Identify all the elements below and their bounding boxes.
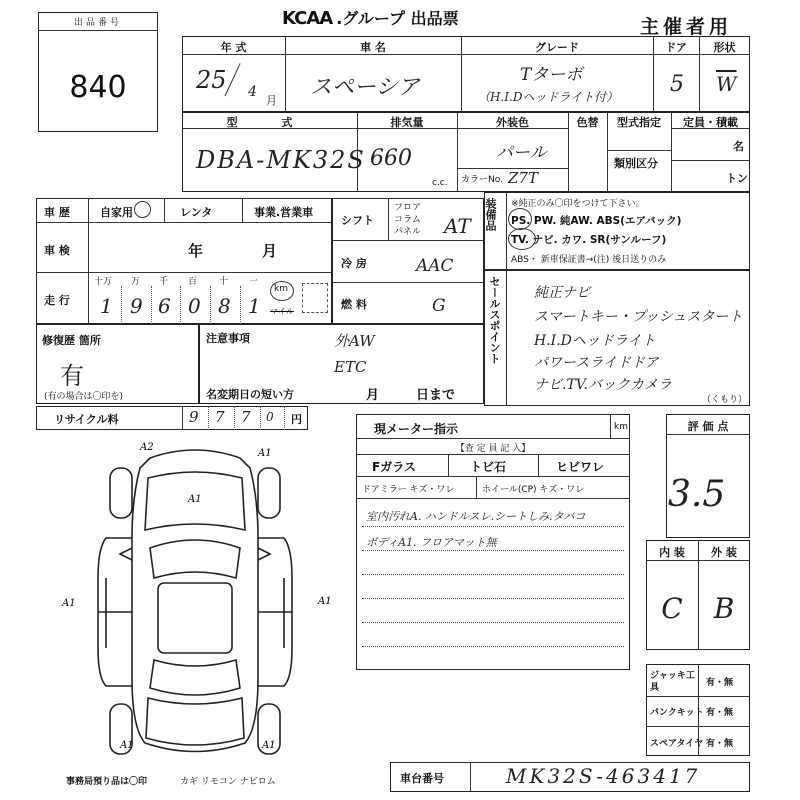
inspection-year-unit: 年	[188, 242, 204, 260]
color-no-label: カラーNo.	[461, 175, 503, 185]
displacement-label: 排気量	[390, 116, 424, 129]
office-note: 事務局預り品は〇印	[66, 777, 148, 787]
car-name-value: スペーシア	[310, 75, 420, 100]
header-title-area	[282, 6, 459, 29]
history-label: 車 歴	[44, 206, 70, 219]
sales-point-item: スマートキー・プッシュスタート	[534, 309, 743, 325]
rating-label: 評 価 点	[687, 420, 729, 433]
ac-value: AAC	[416, 256, 454, 276]
accessory-value: 有・無	[706, 708, 734, 718]
ps-circle	[508, 208, 532, 230]
rating-value: 3.5	[668, 474, 726, 515]
fuel-label: 燃 料	[341, 298, 367, 311]
shift-option-column: コラム	[394, 215, 421, 225]
persons-unit: 名	[733, 140, 744, 153]
damage-mark: A1	[258, 448, 272, 459]
sales-points-label: セールスポイント	[488, 276, 501, 364]
inspector-label: 【査 定 員 記 入】	[455, 444, 531, 454]
caution-item: 外AW	[334, 332, 375, 350]
damage-mark: A1	[318, 596, 332, 607]
damage-mark: A1	[120, 740, 134, 751]
shift-value: AT	[444, 214, 471, 238]
mileage-digit: 6	[158, 294, 171, 318]
digit-label: 百	[188, 277, 198, 287]
office-items: カギ リモコン ナビロム	[180, 777, 276, 787]
grade-value-line1: Tターボ	[520, 65, 583, 85]
recycle-digit: 0	[266, 410, 274, 424]
grade-value-line2: （H.I.Dヘッドライト付）	[478, 90, 619, 104]
sales-point-item: 純正ナビ	[534, 285, 590, 301]
capacity-label: 定員・積載	[683, 116, 738, 129]
accessory-value: 有・無	[706, 678, 734, 688]
mileage-digit: 8	[218, 294, 231, 318]
accessory-label: スペアタイヤ	[650, 739, 704, 749]
mileage-label: 走 行	[44, 294, 70, 307]
month-value: 4	[248, 84, 257, 100]
lot-number-value: 840	[69, 70, 127, 105]
model-value: DBA-MK32S	[196, 146, 366, 174]
equipment-label: 装備品	[484, 198, 497, 231]
mileage-digit: 0	[188, 294, 201, 318]
organizer-label: 主催者用	[640, 16, 733, 38]
private-circle	[134, 201, 151, 218]
equipment-line-3: ABS・ 新車保証書→(注) 後日送りのみ	[511, 255, 667, 265]
interior-value: C	[661, 592, 683, 625]
history-option-private: 自家用	[100, 206, 133, 219]
repair-value: 有	[60, 362, 84, 390]
equipment-line-1: PS. PW. 純AW. ABS(エアバック)	[511, 215, 682, 227]
tv-circle	[508, 228, 536, 250]
digit-label: 十	[219, 277, 229, 287]
sales-point-note: （くもり）	[702, 395, 748, 405]
digit-label: 十万	[94, 277, 113, 287]
form-title: .グループ 出品票	[336, 9, 459, 28]
color-no-value: Z7T	[508, 169, 538, 187]
digit-label: 万	[131, 277, 141, 287]
grade-label: グレード	[535, 41, 579, 54]
color-change-label: 色替	[576, 116, 599, 129]
inspection-month-unit: 月	[262, 242, 278, 260]
shape-label: 形状	[713, 41, 736, 54]
exterior-color-label: 外装色	[496, 116, 529, 129]
tons-unit: トン	[726, 172, 748, 185]
repair-note: (有の場合は〇印を)	[44, 392, 124, 402]
wheel-label: ホイール(CP) キズ・ワレ	[482, 485, 585, 495]
interior-label: 内 装	[659, 546, 685, 559]
year-label: 年 式	[220, 41, 247, 54]
chip-label: トビ石	[470, 460, 507, 474]
digit-label: 千	[159, 277, 169, 287]
meter-unit: km	[614, 422, 628, 432]
damage-mark: A2	[140, 442, 154, 453]
recycle-digit: 9	[189, 408, 199, 426]
recycle-label: リサイクル料	[54, 413, 119, 426]
sales-point-item: H.I.Dヘッドライト	[534, 333, 656, 349]
model-label: 型 式	[226, 116, 313, 129]
meter-label: 現メーター指示	[374, 422, 459, 436]
accessory-label: ジャッキ工具	[650, 671, 695, 693]
accessory-value: 有・無	[706, 739, 734, 749]
equipment-line-2: TV. ナビ. カワ. SR(サンルーフ)	[511, 234, 667, 246]
door-value: 5	[670, 72, 684, 97]
exterior-value: B	[713, 592, 735, 625]
shape-value: $\overline{W}$	[716, 72, 737, 96]
exterior-label: 外 装	[711, 546, 737, 559]
inspection-note: 室内汚れA. ハンドルスレ.シートしみ.タバコ	[366, 510, 586, 523]
car-diagram	[40, 438, 350, 768]
year-value: 25	[196, 66, 227, 94]
type-designation-label: 型式指定	[617, 116, 661, 129]
shift-option-panel: パネル	[394, 227, 422, 237]
history-option-business: 事業.営業車	[254, 206, 314, 219]
shift-label: シフト	[341, 214, 374, 227]
km-label: km	[274, 284, 288, 294]
exterior-color-value: パール	[496, 143, 547, 163]
repair-label: 修復歴 箇所	[42, 334, 101, 347]
mileage-digit: 9	[130, 294, 143, 318]
caution-item: ETC	[334, 358, 367, 376]
month-unit: 月	[266, 94, 277, 107]
mileage-digit: 1	[100, 294, 113, 318]
digit-label: 一	[249, 277, 259, 287]
name-change-month: 月	[366, 388, 380, 403]
damage-mark: A1	[188, 494, 202, 505]
car-name-label: 車 名	[360, 41, 386, 54]
fuel-value: G	[432, 296, 446, 316]
equipment-note: ※純正のみ〇印をつけて下さい。	[511, 199, 645, 209]
sales-point-item: ナビ.TV.バックカメラ	[534, 377, 672, 393]
mileage-digit: 1	[248, 294, 261, 318]
chassis-value: MK32S-463417	[506, 764, 701, 788]
door-label: ドア	[665, 41, 687, 54]
recycle-digit: 7	[215, 408, 225, 426]
damage-mark: A1	[262, 740, 276, 751]
name-change-day: 日まで	[416, 388, 456, 403]
cc-unit: c.c.	[432, 178, 448, 188]
recycle-unit: 円	[291, 413, 302, 426]
inspection-label: 車 検	[44, 244, 70, 257]
brand-logo: KCAA	[282, 8, 333, 29]
caution-label: 注意事項	[206, 332, 250, 345]
class-label: 類別区分	[614, 157, 658, 170]
recycle-digit: 7	[241, 408, 251, 426]
crack-label: ヒビワレ	[556, 460, 605, 474]
unit-checkbox	[302, 283, 328, 313]
sales-point-item: パワースライドドア	[534, 355, 659, 371]
inspection-note: ボディA1. フロアマット無	[366, 536, 497, 549]
ac-label: 冷 房	[341, 257, 367, 270]
history-option-rental: レンタ	[180, 206, 213, 219]
glass-label: Fガラス	[372, 460, 416, 474]
name-change-label: 名変期日の短い方	[206, 388, 294, 401]
chassis-label: 車台番号	[400, 772, 444, 785]
displacement-value: 660	[370, 146, 412, 171]
shift-option-floor: フロア	[394, 203, 422, 213]
accessory-label: パンクキット	[650, 708, 704, 718]
lot-number-label: 出品番号	[73, 18, 122, 28]
mirror-label: ドアミラー キズ・ワレ	[362, 485, 455, 495]
damage-mark: A1	[62, 598, 76, 609]
mile-label: マイル	[270, 307, 294, 316]
